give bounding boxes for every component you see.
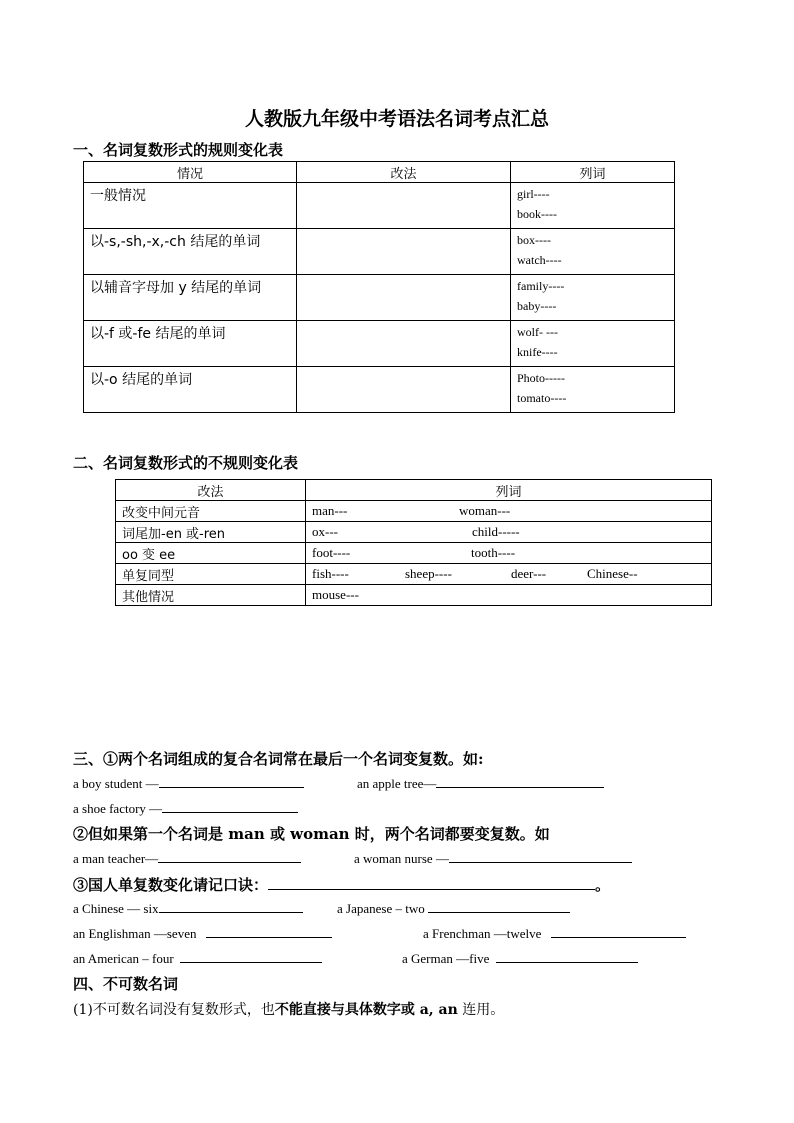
example-word: book----	[517, 207, 557, 221]
example-word: mouse---	[312, 587, 359, 602]
example-word: man---	[312, 503, 348, 518]
exercise-line	[423, 926, 686, 942]
example-word: foot----	[312, 545, 351, 560]
example-word: knife----	[517, 345, 558, 359]
table-row	[84, 183, 675, 229]
example-word: ox---	[312, 524, 338, 539]
section3-heading-2: ②但如果第一个名词是 man 或 woman 时，两个名词都要变复数。如	[73, 825, 550, 843]
table-row	[116, 501, 712, 522]
exercise-line	[73, 901, 303, 917]
answer-blank[interactable]	[159, 776, 304, 788]
example-word: tooth----	[471, 545, 516, 560]
heading-end: 。	[595, 876, 611, 894]
column-header: 改法	[297, 162, 511, 183]
exercise-prompt: a boy student —	[73, 776, 159, 791]
example-word: woman---	[459, 503, 511, 518]
examples-cell	[306, 543, 712, 564]
situation-cell: 以-s,-sh,-x,-ch 结尾的单词	[84, 229, 297, 275]
examples-cell	[511, 275, 675, 321]
method-cell: 单复同型	[116, 564, 306, 585]
exercise-line	[73, 926, 332, 942]
method-cell: oo 变 ee	[116, 543, 306, 564]
method-cell	[297, 275, 511, 321]
section1-heading: 一、名词复数形式的规则变化表	[73, 141, 284, 159]
irregular-plural-table	[115, 479, 712, 606]
column-header: 情况	[84, 162, 297, 183]
answer-blank[interactable]	[428, 901, 570, 913]
method-cell: 词尾加-en 或-ren	[116, 522, 306, 543]
section3-heading-1: 三、①两个名词组成的复合名词常在最后一个名词变复数。如:	[73, 750, 484, 768]
example-word: deer---	[511, 566, 547, 581]
answer-blank[interactable]	[268, 877, 595, 890]
example-word: tomato----	[517, 391, 567, 405]
examples-cell	[511, 229, 675, 275]
example-word: watch----	[517, 253, 562, 267]
exercise-line	[354, 851, 632, 867]
example-word: baby----	[517, 299, 557, 313]
method-cell	[297, 367, 511, 413]
exercise-prompt: an Englishman —seven	[73, 926, 197, 941]
examples-cell	[511, 183, 675, 229]
column-header: 改法	[116, 480, 306, 501]
table-row	[116, 564, 712, 585]
exercise-prompt: a shoe factory —	[73, 801, 163, 816]
table-header-row	[84, 162, 675, 183]
item-text: 连用。	[457, 1002, 505, 1018]
exercise-prompt: an American – four	[73, 951, 174, 966]
exercise-line	[337, 901, 570, 917]
example-word: fish----	[312, 566, 349, 581]
examples-cell	[306, 501, 712, 522]
exercise-prompt: a man teacher—	[73, 851, 159, 866]
item-text: (1)不可数名词没有复数形式，也	[73, 1002, 275, 1018]
section3-heading-3	[73, 874, 610, 895]
exercise-prompt: a Chinese — six	[73, 901, 159, 916]
section2-heading: 二、名词复数形式的不规则变化表	[73, 454, 299, 472]
examples-cell	[511, 321, 675, 367]
item-text-bold: 不能直接与具体数字或 a, an	[274, 1002, 458, 1018]
examples-cell	[511, 367, 675, 413]
table-row	[84, 229, 675, 275]
exercise-line	[73, 851, 301, 867]
method-cell: 改变中间元音	[116, 501, 306, 522]
table-row	[116, 585, 712, 606]
method-cell	[297, 229, 511, 275]
example-word: wolf- ---	[517, 325, 558, 339]
exercise-prompt: an apple tree—	[357, 776, 437, 791]
method-cell	[297, 183, 511, 229]
table-row	[116, 522, 712, 543]
example-word: box----	[517, 233, 551, 247]
exercise-line	[402, 951, 638, 967]
exercise-prompt: a Japanese – two	[337, 901, 425, 916]
example-word: girl----	[517, 187, 550, 201]
examples-cell	[306, 522, 712, 543]
exercise-prompt: a Frenchman —twelve	[423, 926, 542, 941]
table-row	[116, 543, 712, 564]
situation-cell: 以-o 结尾的单词	[84, 367, 297, 413]
answer-blank[interactable]	[449, 851, 632, 863]
method-cell	[297, 321, 511, 367]
table-row	[84, 367, 675, 413]
exercise-line	[73, 951, 322, 967]
answer-blank[interactable]	[158, 851, 301, 863]
section4-heading: 四、不可数名词	[73, 975, 179, 993]
column-header: 列词	[306, 480, 712, 501]
answer-blank[interactable]	[180, 951, 322, 963]
example-word: Photo-----	[517, 371, 565, 385]
table-row	[84, 321, 675, 367]
examples-cell	[306, 585, 712, 606]
answer-blank[interactable]	[162, 801, 298, 813]
examples-cell	[306, 564, 712, 585]
example-word: family----	[517, 279, 565, 293]
table-row	[84, 275, 675, 321]
exercise-line	[73, 776, 304, 792]
answer-blank[interactable]	[206, 926, 332, 938]
exercise-line	[73, 801, 298, 817]
table-header-row	[116, 480, 712, 501]
answer-blank[interactable]	[496, 951, 638, 963]
answer-blank[interactable]	[159, 901, 303, 913]
regular-plural-table	[83, 161, 675, 413]
section4-item-1	[73, 999, 504, 1019]
example-word: sheep----	[405, 566, 452, 581]
column-header: 列词	[511, 162, 675, 183]
answer-blank[interactable]	[436, 776, 604, 788]
example-word: Chinese--	[587, 566, 638, 581]
exercise-prompt: a woman nurse —	[354, 851, 449, 866]
method-cell: 其他情况	[116, 585, 306, 606]
situation-cell: 以-f 或-fe 结尾的单词	[84, 321, 297, 367]
heading-text: ③国人单复数变化请记口诀：	[73, 876, 269, 894]
situation-cell: 以辅音字母加 y 结尾的单词	[84, 275, 297, 321]
answer-blank[interactable]	[551, 926, 686, 938]
page-title: 人教版九年级中考语法名词考点汇总	[244, 108, 549, 130]
example-word: child-----	[472, 524, 520, 539]
exercise-line	[357, 776, 604, 792]
exercise-prompt: a German —five	[402, 951, 490, 966]
situation-cell: 一般情况	[84, 183, 297, 229]
